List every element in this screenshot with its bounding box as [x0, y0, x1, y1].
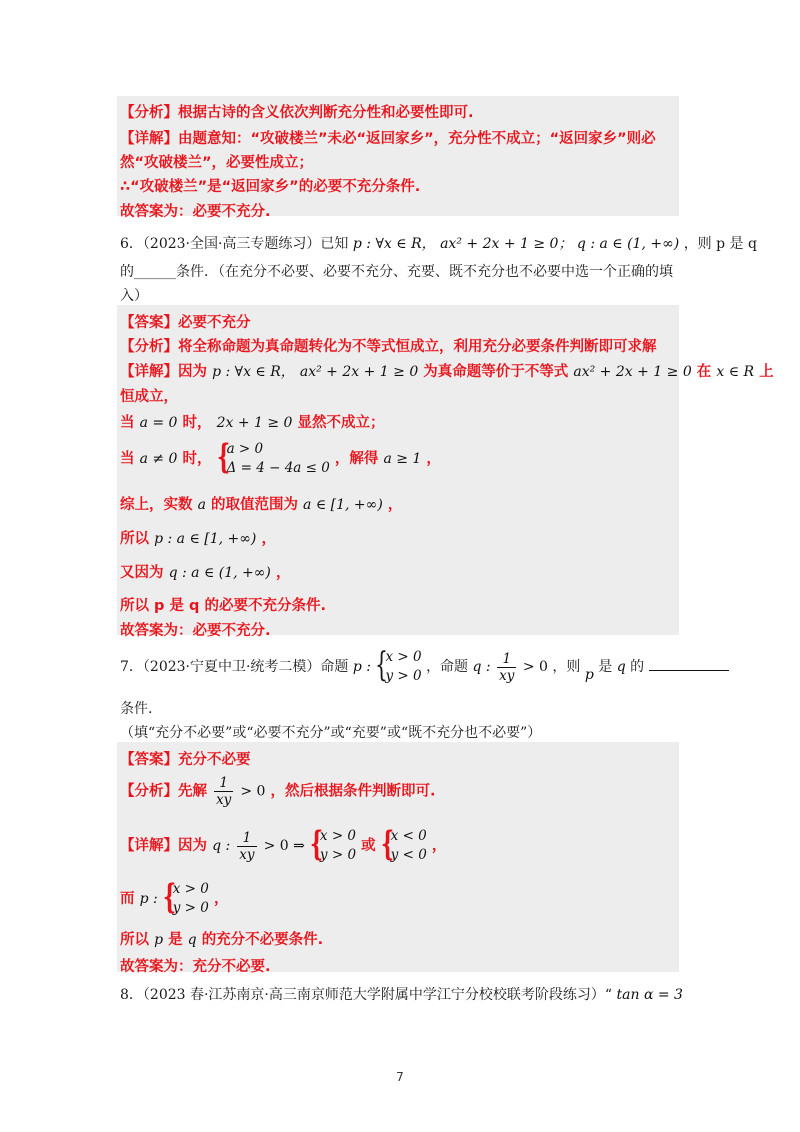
math-expr: ax² + 2x + 1 ≥ 0 [573, 364, 692, 380]
math-expr: p : a ∈ [1, +∞) [154, 531, 257, 547]
math-expr: p [154, 932, 164, 948]
system-row: Δ = 4 − 4a ≤ 0 [226, 460, 330, 476]
brace-icon: { [380, 824, 394, 864]
math-expr: > 0 [240, 783, 266, 800]
case-line [120, 411, 385, 432]
fraction-numerator: 1 [237, 830, 256, 847]
math-expr: x ∈ R [716, 364, 755, 380]
also-text: ， [275, 565, 291, 581]
system-row: x < 0 [390, 828, 427, 844]
math-expr: a [197, 497, 206, 513]
page-number: 7 [396, 1070, 404, 1084]
equation-system [216, 437, 330, 478]
fraction-denominator: xy [499, 667, 515, 684]
question-6-line1 [120, 233, 757, 253]
system-row: y > 0 [172, 900, 209, 916]
also-text: 又因为 [120, 565, 164, 581]
fraction [237, 830, 256, 863]
question-6-line3: 入） [120, 288, 148, 304]
equation-system [309, 824, 357, 865]
system-row: y > 0 [319, 847, 357, 863]
detail-text: 【详解】因为 [120, 364, 207, 380]
analysis-text: ，然后根据条件判断即可. [270, 783, 436, 800]
detail-line: 【详解】由题意知：“攻破楼兰”未必“返回家乡”，充分性不成立；“返回家乡”则必 [120, 131, 656, 147]
math-expr: ax² + 2x + 1 ≥ 0； [440, 236, 573, 252]
fraction [214, 775, 233, 808]
detail-text: 为真命题等价于不等式 [423, 364, 569, 380]
fraction [497, 651, 516, 684]
question-6-line2: 的______条件．（在充分不必要、必要不充分、充要、既不充分也不必要中选一个正确的填 [120, 264, 673, 280]
system-row: y < 0 [390, 847, 427, 863]
so-text: 所以 [120, 531, 149, 547]
final-answer-line: 故答案为：必要不充分. [120, 623, 271, 639]
case-text: ， [426, 451, 441, 467]
detail-line: 恒成立， [120, 389, 178, 405]
question-7-line2: 条件. [120, 701, 153, 717]
conclusion-line [120, 928, 323, 949]
detail-line: ∴“攻破楼兰”是“返回家乡”的必要不充分条件. [120, 179, 421, 195]
equation-system [375, 645, 422, 686]
answer-line: 【答案】必要不充分 [120, 315, 251, 331]
math-expr: q : [212, 838, 231, 854]
brace-icon: { [309, 824, 324, 864]
math-expr: q [187, 932, 197, 948]
math-expr: q [616, 659, 626, 675]
so-text: ， [261, 531, 276, 547]
detail-text: 在 [696, 364, 712, 380]
so-line [120, 527, 276, 548]
answer-line: 【答案】充分不必要 [120, 752, 251, 768]
brace-icon: { [162, 877, 176, 917]
brace-icon: { [216, 437, 230, 477]
while-text: ， [213, 891, 229, 907]
case-line [120, 437, 441, 478]
question-text: 是 [598, 659, 613, 675]
math-expr: > 0 [522, 659, 548, 675]
math-expr: p : ∀x ∈ R， [212, 364, 295, 380]
fraction-denominator: xy [239, 846, 255, 863]
math-expr: p [584, 667, 594, 683]
question-text: ，则 [552, 659, 581, 675]
equation-system [162, 877, 209, 918]
summary-text: ， [387, 497, 403, 513]
case-text: 当 [120, 415, 135, 431]
detail-text: 上 [759, 364, 774, 380]
question-7-line1 [120, 645, 729, 686]
detail-text: ， [431, 838, 447, 854]
while-line [120, 877, 229, 918]
summary-line [120, 493, 402, 514]
case-text: 当 [120, 451, 135, 467]
analysis-text: 【分析】先解 [120, 783, 207, 800]
summary-text: 的取值范围为 [210, 497, 298, 513]
case-text: ，解得 [334, 451, 379, 467]
detail-text: 【详解】因为 [120, 838, 207, 854]
conclusion-text: 是 [168, 932, 183, 948]
conclusion-text: 所以 [120, 932, 149, 948]
case-text: 时， [182, 415, 212, 431]
system-row: x > 0 [172, 881, 209, 897]
detail-line [120, 824, 447, 865]
final-answer-line: 故答案为：充分不必要. [120, 959, 271, 975]
question-text: 的 [630, 659, 645, 675]
equation-system [380, 824, 427, 865]
answer-blank [649, 656, 729, 671]
question-text: 7．（2023·宁夏中卫·统考二模）命题 [120, 659, 349, 675]
math-expr: 2x + 1 ≥ 0 [216, 415, 293, 431]
case-text: 时， [182, 451, 212, 467]
math-expr: a ≥ 1 [383, 451, 422, 467]
brace-icon: { [375, 645, 389, 685]
question-text: ，命题 [426, 659, 469, 675]
analysis-line: 【分析】将全称命题为真命题转化为不等式恒成立，利用充分必要条件判断即可求解 [120, 339, 657, 355]
math-expr: a = 0 [139, 415, 178, 431]
question-8-line1 [120, 984, 683, 1004]
question-text: ，则 p 是 q [683, 236, 757, 252]
fraction-denominator: xy [216, 792, 232, 808]
case-text: 显然不成立； [297, 415, 385, 431]
fraction-numerator: 1 [214, 775, 233, 792]
while-text: 而 [120, 891, 135, 907]
detail-text: 或 [361, 838, 376, 854]
conclusion-text: 的充分不必要条件. [201, 932, 324, 948]
math-expr: p : ∀x ∈ R， [352, 236, 436, 252]
question-7-line3: （填“充分不必要”或“必要不充分”或“充要”或“既不充分也不必要”） [120, 725, 542, 741]
question-text: 6．（2023·全国·高三专题练习）已知 [120, 236, 349, 252]
math-expr: q : [472, 659, 491, 675]
math-expr: q : a ∈ (1, +∞) [576, 236, 680, 252]
conclusion-line: 所以 p 是 q 的必要不充分条件. [120, 598, 326, 614]
question-text: 8．（2023 春·江苏南京·高三南京师范大学附属中学江宁分校校联考阶段练习）“ [120, 987, 613, 1003]
also-line [120, 561, 290, 582]
math-expr: tan α = 3 [616, 987, 683, 1003]
analysis-line: 【分析】根据古诗的含义依次判断充分性和必要性即可. [120, 105, 474, 121]
fraction-numerator: 1 [497, 651, 516, 668]
summary-text: 综上，实数 [120, 497, 193, 513]
math-expr: a ≠ 0 [139, 451, 178, 467]
math-expr: ax² + 2x + 1 ≥ 0 [299, 364, 419, 380]
system-row: x > 0 [319, 828, 357, 844]
math-expr: p : [352, 659, 372, 675]
math-expr: p : [139, 891, 158, 907]
system-row: a > 0 [226, 441, 264, 457]
math-expr: q : a ∈ (1, +∞) [168, 565, 271, 581]
system-row: y > 0 [385, 668, 422, 684]
math-expr: a ∈ [1, +∞) [303, 497, 383, 513]
detail-line: 然“攻破楼兰”，必要性成立； [120, 155, 314, 171]
final-answer-line: 故答案为：必要不充分. [120, 204, 271, 220]
analysis-line [120, 775, 436, 808]
math-expr: > 0 ⇒ [263, 838, 305, 854]
system-row: x > 0 [385, 649, 422, 665]
detail-line [120, 360, 774, 381]
